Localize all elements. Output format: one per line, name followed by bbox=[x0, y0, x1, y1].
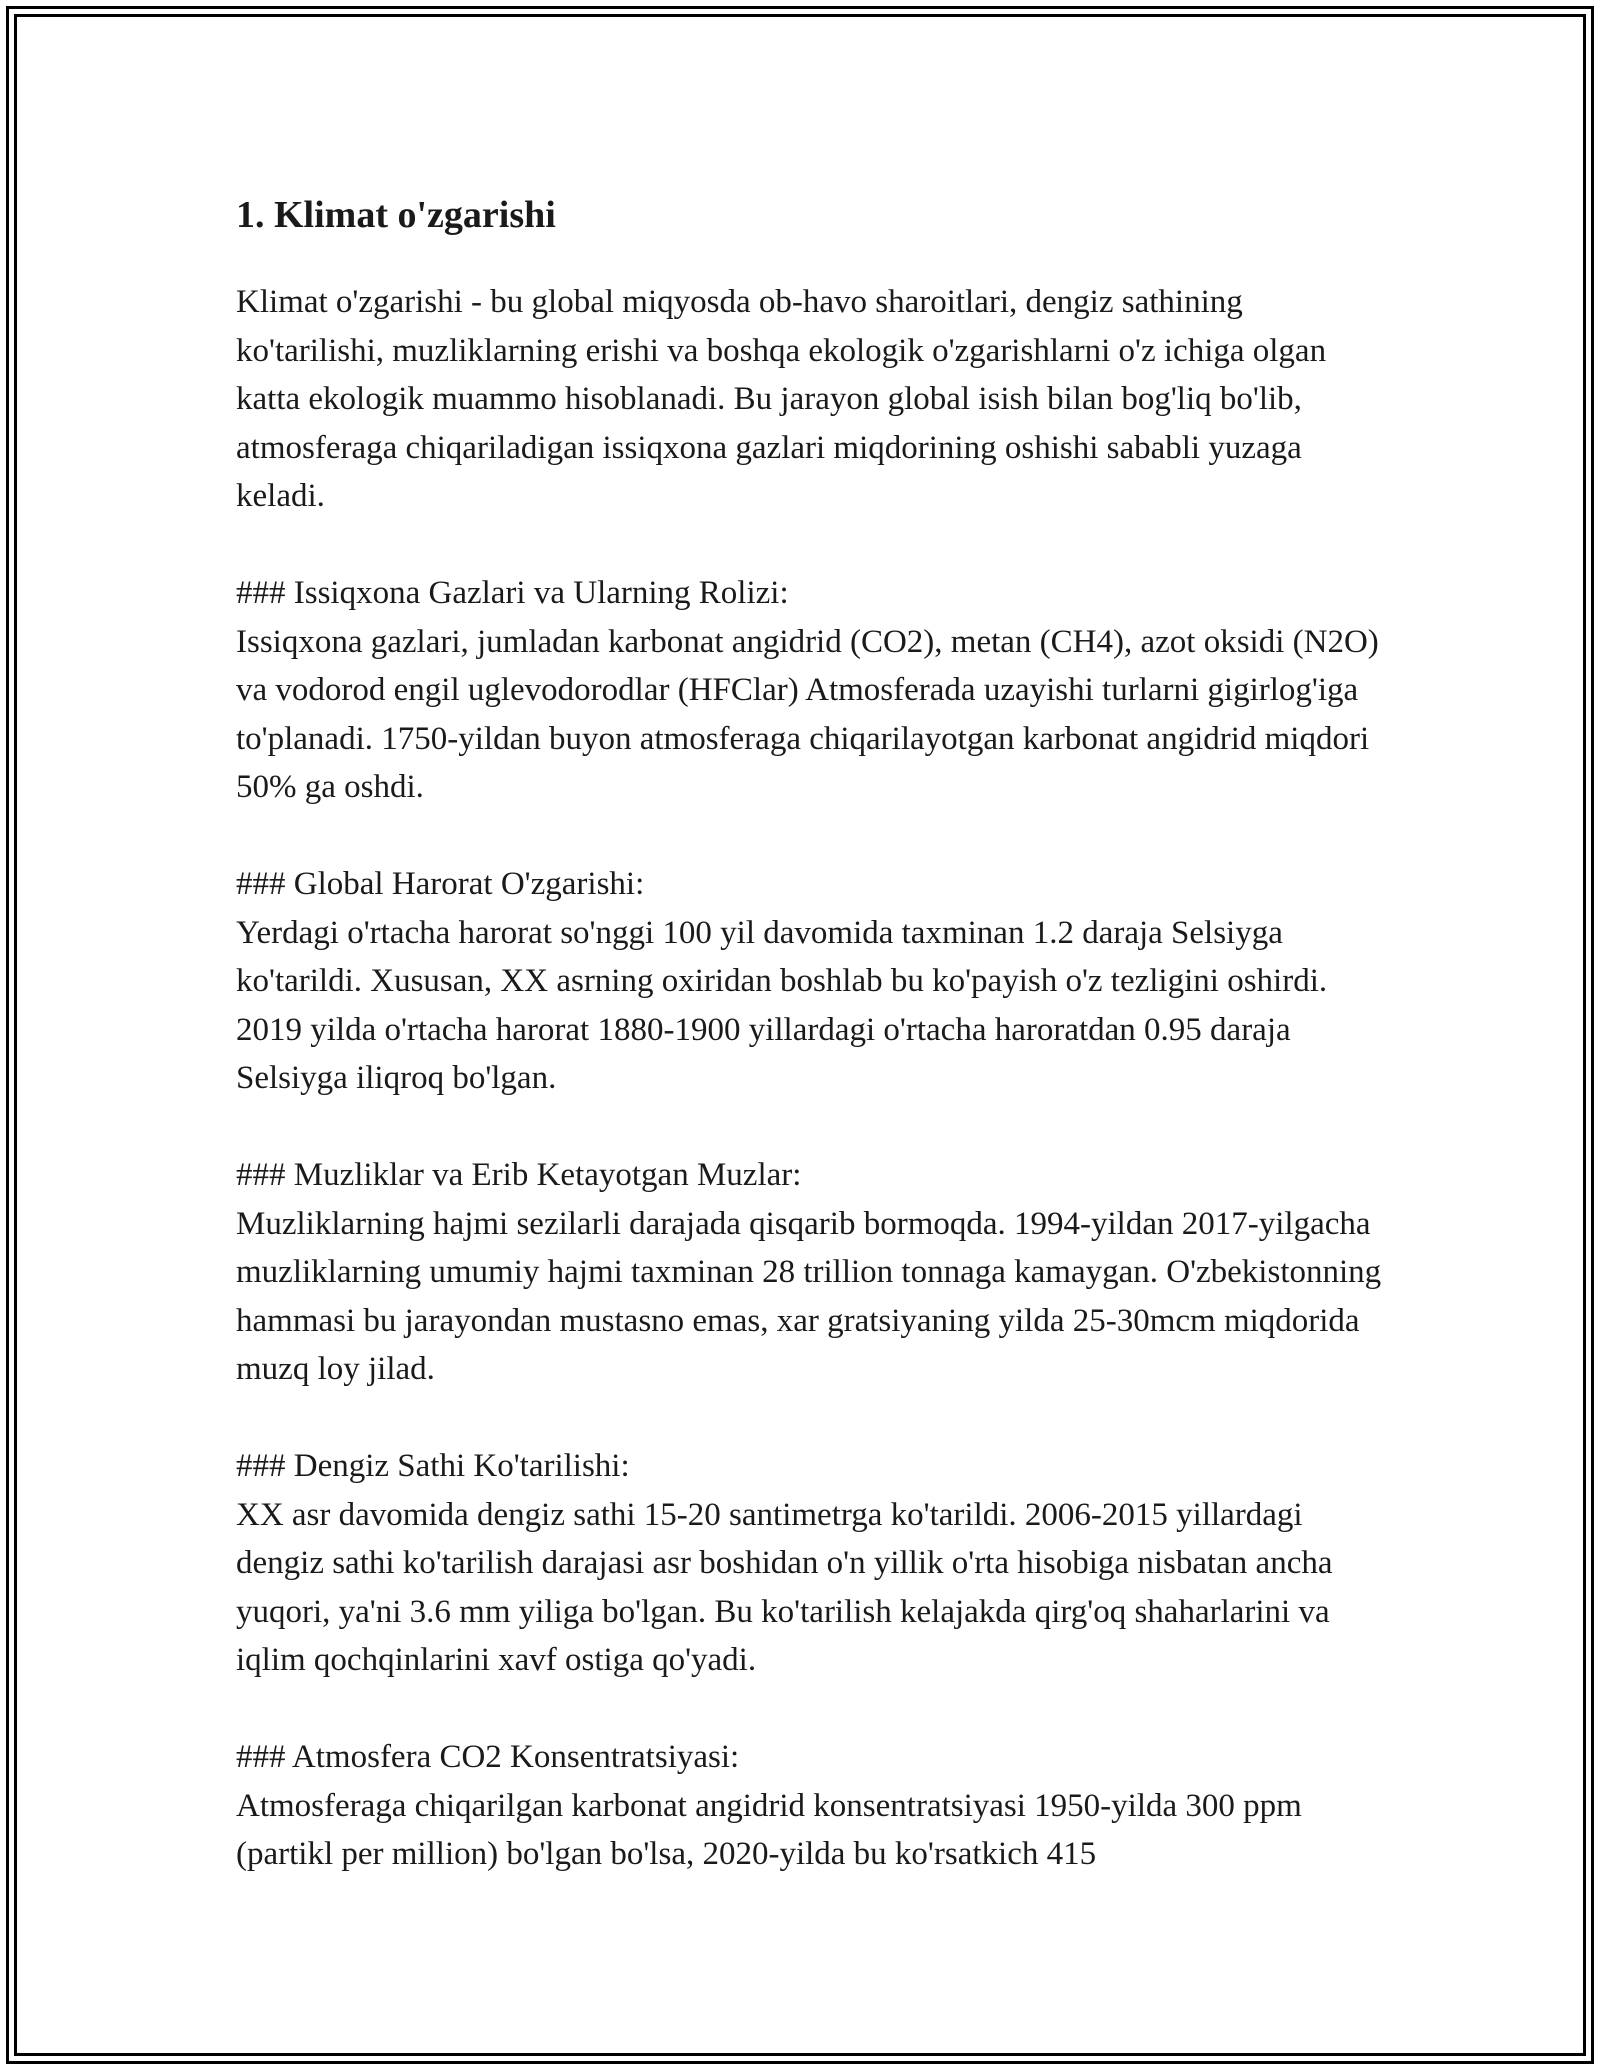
section-co2-concentration bbox=[236, 1733, 1386, 1879]
document-content bbox=[236, 180, 1386, 1879]
paragraph-spacer bbox=[236, 812, 1386, 861]
intro-paragraph: Klimat o'zgarishi - bu global miqyosda ob-havo sharoitlari, dengiz sathining ko'tarilishi, muzliklarning erishi va boshqa ekologik o'zgarishlarni o'z ichiga olgan katta ekologik muammo hisoblanadi. Bu jarayon global isish bilan bog'liq bo'lib, atmosferaga chiqariladigan issiqxona gazlari miqdorining oshishi sababli yuzaga keladi. bbox=[236, 284, 1327, 514]
document-title: 1. Klimat o'zgarishi bbox=[236, 194, 556, 236]
paragraph-spacer bbox=[236, 1103, 1386, 1152]
paragraph-spacer bbox=[236, 1685, 1386, 1734]
section-body: Yerdagi o'rtacha harorat so'nggi 100 yil davomida taxminan 1.2 daraja Selsiyga ko'tarildi. Xususan, XX asrning oxiridan boshlab bu ko'payish o'z tezligini oshirdi. 2019 yilda o'rtacha harorat 1880-1900 yillardagi o'rtacha haroratdan 0.95 daraja Selsiyga iliqroq bo'lgan. bbox=[236, 914, 1328, 1096]
section-sea-level bbox=[236, 1442, 1386, 1685]
section-greenhouse-gases bbox=[236, 569, 1386, 812]
section-heading: ### Issiqxona Gazlari va Ularning Rolizi: bbox=[236, 575, 789, 611]
section-glaciers bbox=[236, 1151, 1386, 1394]
section-global-temperature bbox=[236, 860, 1386, 1103]
paragraph-spacer bbox=[236, 521, 1386, 570]
section-body: Atmosferaga chiqarilgan karbonat angidrid konsentratsiyasi 1950-yilda 300 ppm (partikl per million) bo'lgan bo'lsa, 2020-yilda bu ko'rsatkich 415 bbox=[236, 1787, 1302, 1872]
section-heading: ### Muzliklar va Erib Ketayotgan Muzlar: bbox=[236, 1157, 802, 1193]
section-heading: ### Atmosfera CO2 Konsentratsiyasi: bbox=[236, 1739, 740, 1775]
section-heading: ### Dengiz Sathi Ko'tarilishi: bbox=[236, 1448, 630, 1484]
section-body: XX asr davomida dengiz sathi 15-20 santimetrga ko'tarildi. 2006-2015 yillardagi dengiz sathi ko'tarilish darajasi asr boshidan o'n yillik o'rta hisobiga nisbatan ancha yuqori, ya'ni 3.6 mm yiliga bo'lgan. Bu ko'tarilish kelajakda qirg'oq shaharlarini va iqlim qochqinlarini xavf ostiga qo'yadi. bbox=[236, 1496, 1333, 1678]
section-body: Muzliklarning hajmi sezilarli darajada qisqarib bormoqda. 1994-yildan 2017-yilgacha muzliklarning umumiy hajmi taxminan 28 trillion tonnaga kamaygan. O'zbekistonning hammasi bu jarayondan mustasno emas, xar gratsiyaning yilda 25-30mcm miqdorida muzq loy jilad. bbox=[236, 1205, 1382, 1387]
paragraph-spacer bbox=[236, 1394, 1386, 1443]
section-heading: ### Global Harorat O'zgarishi: bbox=[236, 866, 645, 902]
section-body: Issiqxona gazlari, jumladan karbonat angidrid (CO2), metan (CH4), azot oksidi (N2O) va vodorod engil uglevodorodlar (HFClar) Atmosferada uzayishi turlarni gigirlog'iga to'planadi. 1750-yildan buyon atmosferaga chiqarilayotgan karbonat angidrid miqdori 50% ga oshdi. bbox=[236, 623, 1379, 805]
